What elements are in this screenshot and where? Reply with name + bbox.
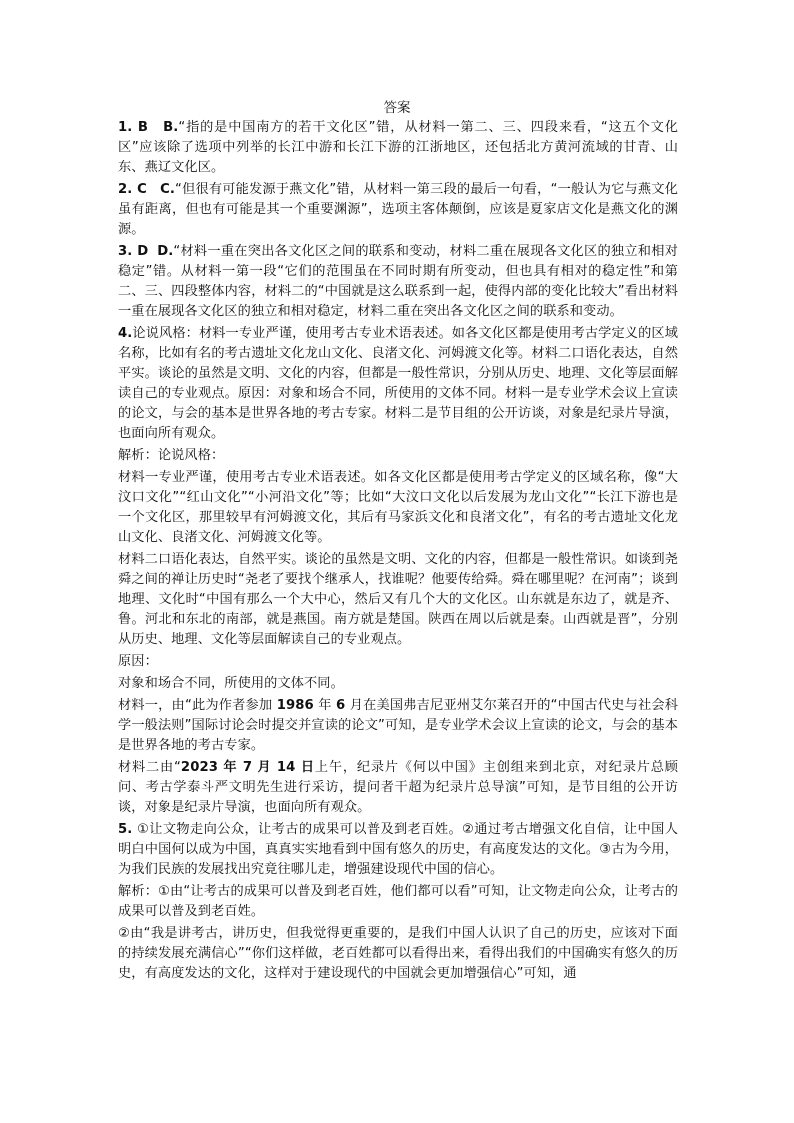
answer-body [118,118,678,986]
analysis-4-p4-part-b: 年 [318,698,332,713]
analysis-4-reason-label: 原因： [118,654,158,669]
analysis-4-label: 解析：论说风格： [118,448,225,463]
analysis-4-paragraph-2: 材料二口语化表达，自然平实。谈论的虽然是文明、文化的内容，但都是一般性常识。如谈到尧舜之间的禅让历史时“尧老了要找个继承人，找谁呢？他要传给舜。舜在哪里呢？在河南”；谈到地理、文化时“中国有那么一个大中心，然后又有几个大的文化区。山东就是东边了，就是齐、鲁。河北和东北的南部，就是燕国。南方就是楚国。陕西在周以后就是秦。山西就是晋”，分别从历史、地理、文化等层面解读自己的专业观点。 [118,552,678,647]
answer-5 [118,820,678,880]
analysis-4-p5-part-a: 材料二由“ [118,760,181,775]
analysis-4-p5-date: 2023 年 7 月 14 日 [180,760,315,775]
answer-2-number: 2. C [118,182,147,197]
analysis-4-paragraph-3: 对象和场合不同，所使用的文体不同。 [118,676,344,691]
answer-1-number: 1. B [118,120,148,135]
analysis-5-paragraph-2: ②由“我是讲考古，讲历史，但我觉得更重要的，是我们中国人认识了自己的历史，应该对下面的持续发展充满信心”“你们这样做，老百姓都可以看得出来，看得出我们的中国确实有悠久的历史，有高度发达的文化，这样对于建设现代的中国就会更加增强信心”可知，通 [118,926,678,981]
answer-2-option: C. [160,182,176,197]
answer-1-option: B. [163,120,179,135]
page-title: 答案 [383,100,411,116]
analysis-4-p4-part-a: 材料一，由“此为作者参加 [118,698,273,713]
analysis-4-paragraph-5 [118,758,678,818]
answer-1-text: “指的是中国南方的若干文化区”错，从材料一第二、三、四段来看，“这五个文化区”应该除了选项中列举的长江中游和长江下游的江浙地区，还包括北方黄河流域的甘青、山东、燕辽文化区。 [118,120,678,175]
answer-3 [118,242,678,322]
analysis-4-p4-part-c: 月在美国弗吉尼亚州艾尔莱召开的“中国古代史与社会科学一般法则”国际讨论会时提交并宣读的论文”可知，是专业学术会议上宣读的论文，与会的基本是世界各地的考古专家。 [118,698,679,753]
answer-5-number: 5. [118,822,133,837]
analysis-5-paragraph-1: 解析：①由“让考古的成果可以普及到老百姓，他们都可以看”可知，让文物走向公众，让考古的成果可以普及到老百姓。 [118,884,678,919]
answer-5-text: ①让文物走向公众，让考古的成果可以普及到老百姓。②通过考古增强文化自信，让中国人明白中国何以成为中国，真真实实地看到中国有悠久的历史，有高度发达的文化。③古为今用，为我们民族的发展找出究竟往哪儿走，增强建设现代中国的信心。 [118,822,678,877]
answer-2 [118,180,678,240]
analysis-4-p5-part-b: 上午，纪录片《何以中国》主创组来到北京，对纪录片总顾问、考古学泰斗严文明先生进行采访，提问者干超为纪录片总导演”可知，是节目组的公开访谈，对象是纪录片导演，也面向所有观众。 [118,760,678,815]
answer-2-text: “但很有可能发源于燕文化”错，从材料一第三段的最后一句看，“一般认为它与燕文化虽有距离，但也有可能是其一个重要渊源”，选项主客体颠倒，应该是夏家店文化是燕文化的渊源。 [118,182,678,237]
answer-3-text: “材料一重在突出各文化区之间的联系和变动，材料二重在展现各文化区的独立和相对稳定”错。从材料一第一段“它们的范围虽在不同时期有所变动，但也具有相对的稳定性”和第二、三、四段整体内容，材料二的“中国就是这么联系到一起，使得内部的变化比较大”看出材料一重在展现各文化区的独立和相对稳定，材料二重在突出各文化区之间的联系和变动。 [118,244,678,319]
answer-4 [118,324,678,444]
answer-3-number: 3. D [118,244,149,259]
answer-3-option: D. [157,244,174,259]
answer-1 [118,118,678,178]
answer-4-text: 论说风格：材料一专业严谨，使用考古专业术语表述。如各文化区都是使用考古学定义的区域名称，比如有名的考古遗址文化龙山文化、良渚文化、河姆渡文化等。材料二口语化表达，自然平实。谈论的虽然是文明、文化的内容，但都是一般性常识，分别从历史、地理、文化等层面解读自己的专业观点。原因：对象和场合不同，所使用的文体不同。材料一是专业学术会议上宣读的论文，与会的基本是世界各地的考古专家。材料二是节目组的公开访谈，对象是纪录片导演，也面向所有观众。 [118,326,678,441]
analysis-4-paragraph-1: 材料一专业严谨，使用考古专业术语表述。如各文化区都是使用考古学定义的区域名称，像“大汶口文化”“红山文化”“小河沿文化”等；比如“大汶口文化以后发展为龙山文化”“长江下游也是一个文化区，那里较早有河姆渡文化，其后有马家浜文化和良渚文化”，有名的考古遗址文化龙山文化、良渚文化、河姆渡文化等。 [118,470,678,545]
analysis-4-p4-month: 6 [336,698,346,713]
answer-4-number: 4. [118,326,133,341]
analysis-4-p4-year: 1986 [276,698,314,713]
analysis-4-paragraph-4 [118,696,678,756]
